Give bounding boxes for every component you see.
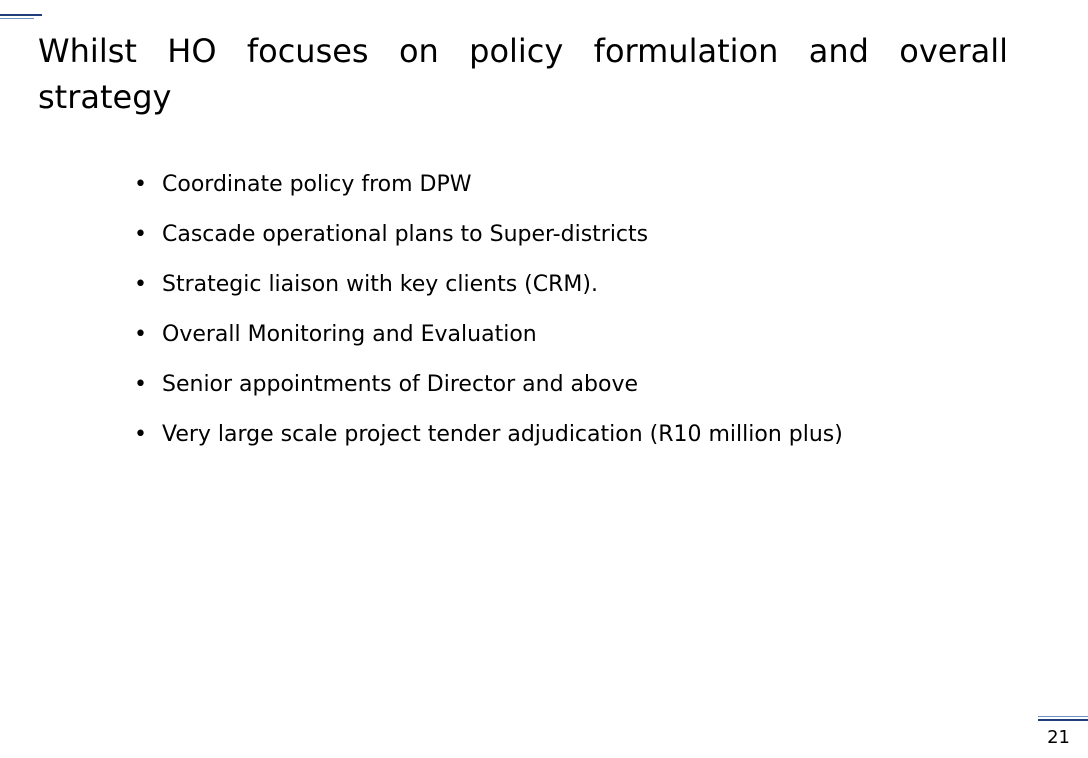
- bullet-item: [134, 360, 843, 410]
- bullet-list: [134, 160, 843, 460]
- bottom-accent-line-secondary: [1038, 716, 1088, 717]
- bullet-text: Coordinate policy from DPW: [162, 172, 472, 197]
- bullet-item: [134, 260, 843, 310]
- bullet-text: Strategic liaison with key clients (CRM).: [162, 272, 598, 297]
- bottom-accent-lines: [1038, 716, 1088, 722]
- bullet-dot: •: [134, 322, 147, 347]
- bullet-text: Senior appointments of Director and above: [162, 372, 639, 397]
- bullet-text: Cascade operational plans to Super-districts: [162, 222, 649, 247]
- bullet-dot: •: [134, 222, 147, 247]
- bullet-item: [134, 310, 843, 360]
- bullet-item: [134, 410, 843, 460]
- bottom-accent-line-primary: [1038, 719, 1088, 721]
- bullet-dot: •: [134, 272, 147, 297]
- top-accent-lines: [0, 14, 42, 20]
- top-accent-line-secondary: [0, 18, 34, 19]
- bullet-dot: •: [134, 372, 147, 397]
- top-accent-line-primary: [0, 14, 42, 16]
- bullet-dot: •: [134, 172, 147, 197]
- bullet-text: Overall Monitoring and Evaluation: [162, 322, 537, 347]
- bullet-text: Very large scale project tender adjudication (R10 million plus): [162, 422, 843, 447]
- bullet-item: [134, 210, 843, 260]
- bullet-item: [134, 160, 843, 210]
- page-number: 21: [1047, 727, 1070, 748]
- slide-title: Whilst HO focuses on policy formulation and overall strategy: [38, 32, 1008, 116]
- bullet-dot: •: [134, 422, 147, 447]
